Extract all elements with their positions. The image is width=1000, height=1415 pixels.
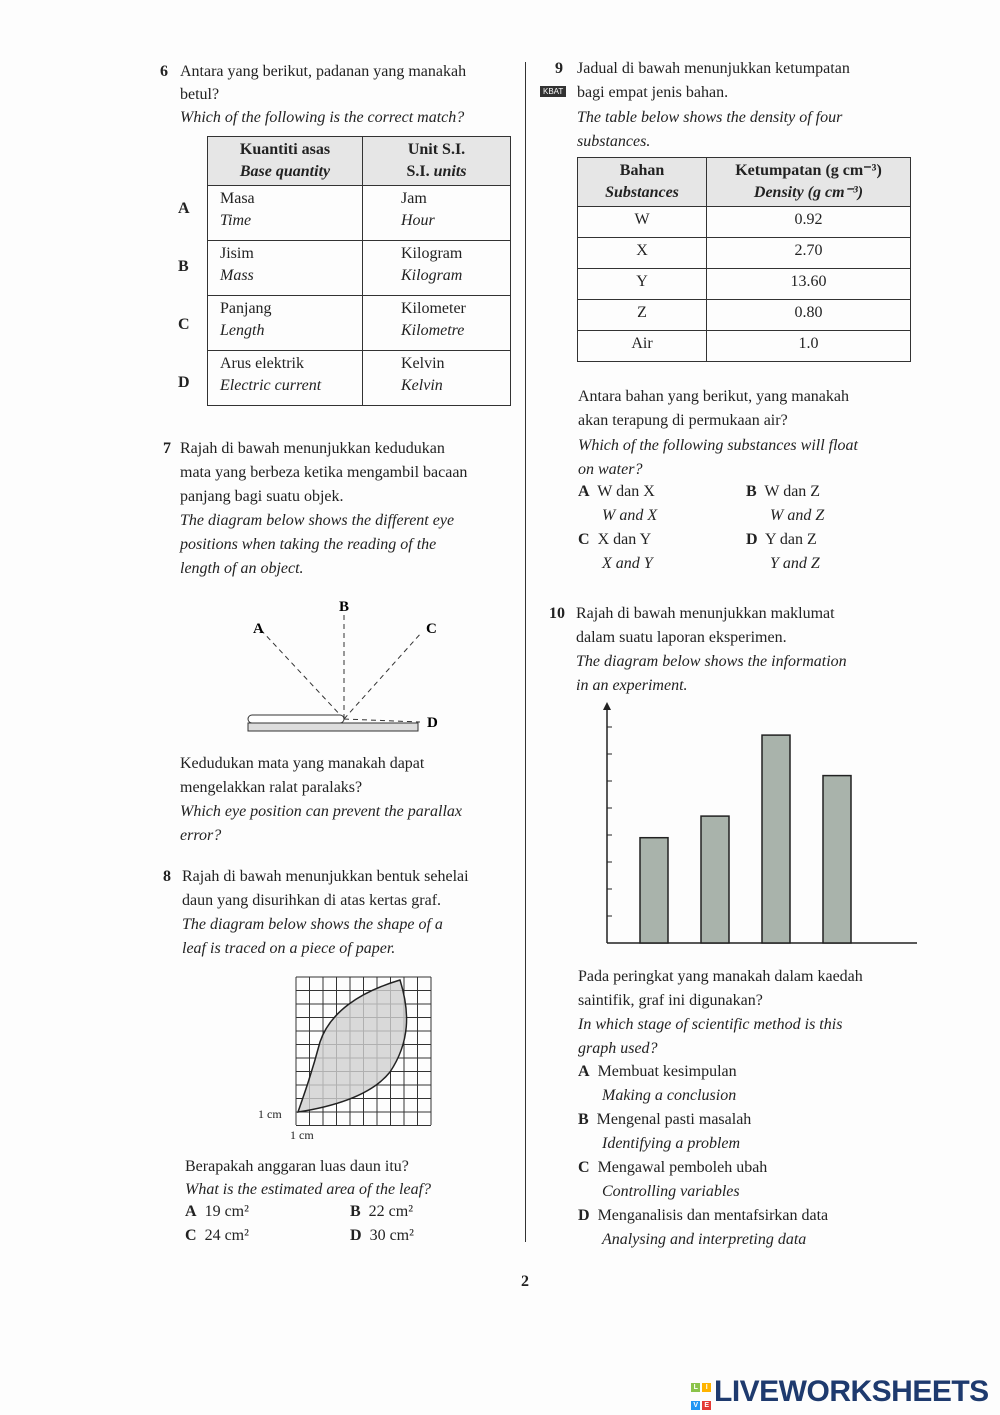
q7-text-en: length of an object.	[180, 560, 304, 577]
q9-text-ms: Jadual di bawah menunjukkan ketumpatan	[577, 60, 850, 77]
unit-en: Hour	[401, 212, 435, 229]
q10-question-en: In which stage of scientific method is this	[578, 1016, 843, 1033]
q9-row	[578, 331, 911, 362]
q9-row	[578, 238, 911, 269]
scale-label-vertical: 1 cm	[258, 1107, 282, 1121]
option-letter: C	[185, 1227, 197, 1244]
q8-question-ms: Berapakah anggaran luas daun itu?	[185, 1158, 409, 1175]
unit: Kilometer	[401, 300, 466, 317]
density: 0.92	[707, 207, 911, 238]
q9-row	[578, 269, 911, 300]
eye-label-b: B	[339, 599, 350, 615]
q6-option-letter[interactable]: D	[178, 374, 190, 391]
q6-text-ms2: betul?	[180, 86, 220, 103]
option-text-en: Controlling variables	[602, 1182, 740, 1200]
q10-option[interactable]	[578, 1108, 751, 1155]
q6-head-2: Unit S.I.	[407, 141, 466, 158]
option-text: 24 cm²	[204, 1227, 249, 1244]
unit-en: Kilometre	[401, 322, 465, 339]
option-letter: A	[185, 1203, 197, 1220]
option-text: 30 cm²	[369, 1227, 414, 1244]
q8-number: 8	[163, 868, 171, 885]
q7-text-ms: mata yang berbeza ketika mengambil bacaan	[180, 464, 468, 481]
q6-option-letter[interactable]: B	[178, 258, 189, 275]
quantity-en: Length	[220, 322, 265, 339]
q10-number: 10	[549, 605, 565, 622]
substance: Z	[578, 300, 707, 331]
ruler	[248, 723, 418, 731]
density: 1.0	[707, 331, 911, 362]
q7-question-ms: Kedudukan mata yang manakah dapat	[180, 755, 425, 772]
eye-label-a: A	[253, 621, 264, 637]
q7-text-en: positions when taking the reading of the	[180, 536, 437, 553]
kbat-badge: KBAT	[540, 86, 566, 97]
q9-text-en: The table below shows the density of four	[577, 109, 843, 126]
q9-question-en: Which of the following substances will float	[578, 437, 858, 454]
option-letter: B	[746, 483, 757, 500]
substance: Y	[578, 269, 707, 300]
quantity: Arus elektrik	[220, 355, 304, 372]
bar	[823, 776, 851, 943]
quantity-en: Mass	[220, 267, 254, 284]
q9-table	[577, 157, 911, 362]
q6-head-1: Kuantiti asas	[239, 141, 331, 158]
option-letter: C	[578, 531, 590, 548]
q7-text-en: The diagram below shows the different eye	[180, 512, 455, 529]
unit: Kilogram	[401, 245, 463, 262]
eye-label-d: D	[427, 715, 438, 731]
y-axis-arrow	[603, 702, 611, 710]
density: 13.60	[707, 269, 911, 300]
q6-text-en: Which of the following is the correct match?	[180, 109, 465, 126]
option-text: Mengenal pasti masalah	[596, 1111, 752, 1128]
option-text: Menganalisis dan mentafsirkan data	[597, 1207, 829, 1224]
column-divider	[525, 62, 526, 1242]
parallax-diagram	[240, 595, 450, 740]
q10-text-en: The diagram below shows the information	[576, 653, 847, 670]
quantity-en: Electric current	[220, 377, 322, 394]
q10-option[interactable]	[578, 1060, 737, 1107]
liveworksheets-logo: L IV E LIVEWORKSHEETS	[690, 1375, 989, 1411]
experiment-bar-chart	[595, 700, 925, 950]
option-text: 19 cm²	[204, 1203, 249, 1220]
option-text: W dan Z	[764, 483, 821, 500]
q10-text-ms: Rajah di bawah menunjukkan maklumat	[576, 605, 835, 622]
eye-label-c: C	[426, 621, 437, 637]
option-text: Mengawal pemboleh ubah	[597, 1159, 768, 1176]
q10-option[interactable]	[578, 1204, 828, 1251]
q10-question-en: graph used?	[578, 1040, 658, 1057]
q9-option[interactable]	[578, 528, 653, 575]
option-letter: A	[578, 1063, 590, 1080]
q6-head-2-en: S.I. units	[406, 163, 467, 180]
density: 0.80	[707, 300, 911, 331]
q9-head-2-en: Density (g cm⁻³)	[753, 184, 864, 201]
q8-option[interactable]	[185, 1224, 249, 1248]
bar	[762, 735, 790, 943]
option-text: X dan Y	[597, 531, 652, 548]
q9-head-2: Ketumpatan (g cm⁻³)	[735, 162, 882, 179]
substance: W	[578, 207, 707, 238]
q9-question-ms: Antara bahan yang berikut, yang manakah	[578, 388, 850, 405]
option-letter: D	[350, 1227, 362, 1244]
option-letter: B	[350, 1203, 361, 1220]
q6-row	[208, 351, 511, 406]
unit: Jam	[401, 190, 427, 207]
q9-head-1-en: Substances	[605, 184, 679, 201]
q9-row	[578, 207, 911, 238]
object-rod	[248, 715, 344, 723]
option-text-en: Y and Z	[770, 554, 820, 572]
substance: Air	[578, 331, 707, 362]
unit-en: Kilogram	[401, 267, 463, 284]
quantity: Panjang	[220, 300, 272, 317]
option-letter: C	[578, 1159, 590, 1176]
option-letter: A	[578, 483, 590, 500]
bar	[701, 816, 729, 943]
option-text-en: W and Z	[770, 506, 825, 524]
quantity-en: Time	[220, 212, 252, 229]
q10-question-ms: saintifik, graf ini digunakan?	[578, 992, 763, 1009]
bar	[640, 838, 668, 943]
q10-text-ms: dalam suatu laporan eksperimen.	[576, 629, 787, 646]
q8-question-en: What is the estimated area of the leaf?	[185, 1181, 432, 1198]
q8-option[interactable]	[350, 1200, 413, 1224]
q10-option[interactable]	[578, 1156, 767, 1203]
q7-number: 7	[163, 440, 171, 457]
scale-label-horizontal: 1 cm	[290, 1128, 314, 1142]
unit-en: Kelvin	[401, 377, 443, 394]
q9-head-1: Bahan	[619, 162, 665, 179]
unit: Kelvin	[401, 355, 445, 372]
q8-text-en: leaf is traced on a piece of paper.	[182, 940, 396, 957]
option-letter: D	[578, 1207, 590, 1224]
q7-question-en: error?	[180, 827, 222, 844]
q9-number: 9	[555, 60, 563, 77]
q9-question-en: on water?	[578, 461, 643, 478]
option-text: Membuat kesimpulan	[597, 1063, 737, 1080]
option-letter: B	[578, 1111, 589, 1128]
option-letter: D	[746, 531, 758, 548]
quantity: Jisim	[220, 245, 254, 262]
q6-number: 6	[160, 63, 168, 80]
q8-option[interactable]	[185, 1200, 249, 1224]
q10-question-ms: Pada peringkat yang manakah dalam kaedah	[578, 968, 863, 985]
page-number: 2	[521, 1273, 529, 1290]
q9-option[interactable]	[746, 528, 820, 575]
density: 2.70	[707, 238, 911, 269]
q8-text-en: The diagram below shows the shape of a	[182, 916, 443, 933]
quantity: Masa	[220, 190, 255, 207]
option-text: Y dan Z	[764, 531, 817, 548]
option-text-en: Identifying a problem	[602, 1134, 741, 1152]
q6-head-1-en: Base quantity	[239, 163, 331, 180]
q6-table	[207, 136, 511, 406]
q10-text-en: in an experiment.	[576, 677, 688, 694]
leaf-graph-paper	[290, 972, 435, 1132]
q6-row	[208, 186, 511, 241]
q8-option[interactable]	[350, 1224, 414, 1248]
q9-text-en: substances.	[577, 133, 651, 150]
q9-option[interactable]	[746, 480, 824, 527]
q9-option[interactable]	[578, 480, 657, 527]
option-text-en: Analysing and interpreting data	[602, 1230, 807, 1248]
q9-text-ms: bagi empat jenis bahan.	[577, 84, 729, 101]
q6-option-letter[interactable]: A	[178, 200, 190, 217]
q9-question-ms: akan terapung di permukaan air?	[578, 412, 788, 429]
option-text-en: Making a conclusion	[602, 1086, 737, 1104]
q6-row	[208, 241, 511, 296]
q6-row	[208, 296, 511, 351]
q7-text-ms: panjang bagi suatu objek.	[180, 488, 344, 505]
option-text-en: W and X	[602, 506, 658, 524]
q8-text-ms: Rajah di bawah menunjukkan bentuk sehelai	[182, 868, 469, 885]
q6-option-letter[interactable]: C	[178, 316, 190, 333]
substance: X	[578, 238, 707, 269]
q7-text-ms: Rajah di bawah menunjukkan kedudukan	[180, 440, 445, 457]
q9-row	[578, 300, 911, 331]
option-text: W dan X	[597, 483, 655, 500]
q8-text-ms: daun yang disurihkan di atas kertas graf.	[182, 892, 442, 909]
q6-text-ms: Antara yang berikut, padanan yang manakah	[180, 63, 467, 80]
option-text: 22 cm²	[368, 1203, 414, 1220]
q7-question-ms: mengelakkan ralat paralaks?	[180, 779, 363, 796]
option-text-en: X and Y	[602, 554, 653, 572]
q7-question-en: Which eye position can prevent the parallax	[180, 803, 462, 820]
